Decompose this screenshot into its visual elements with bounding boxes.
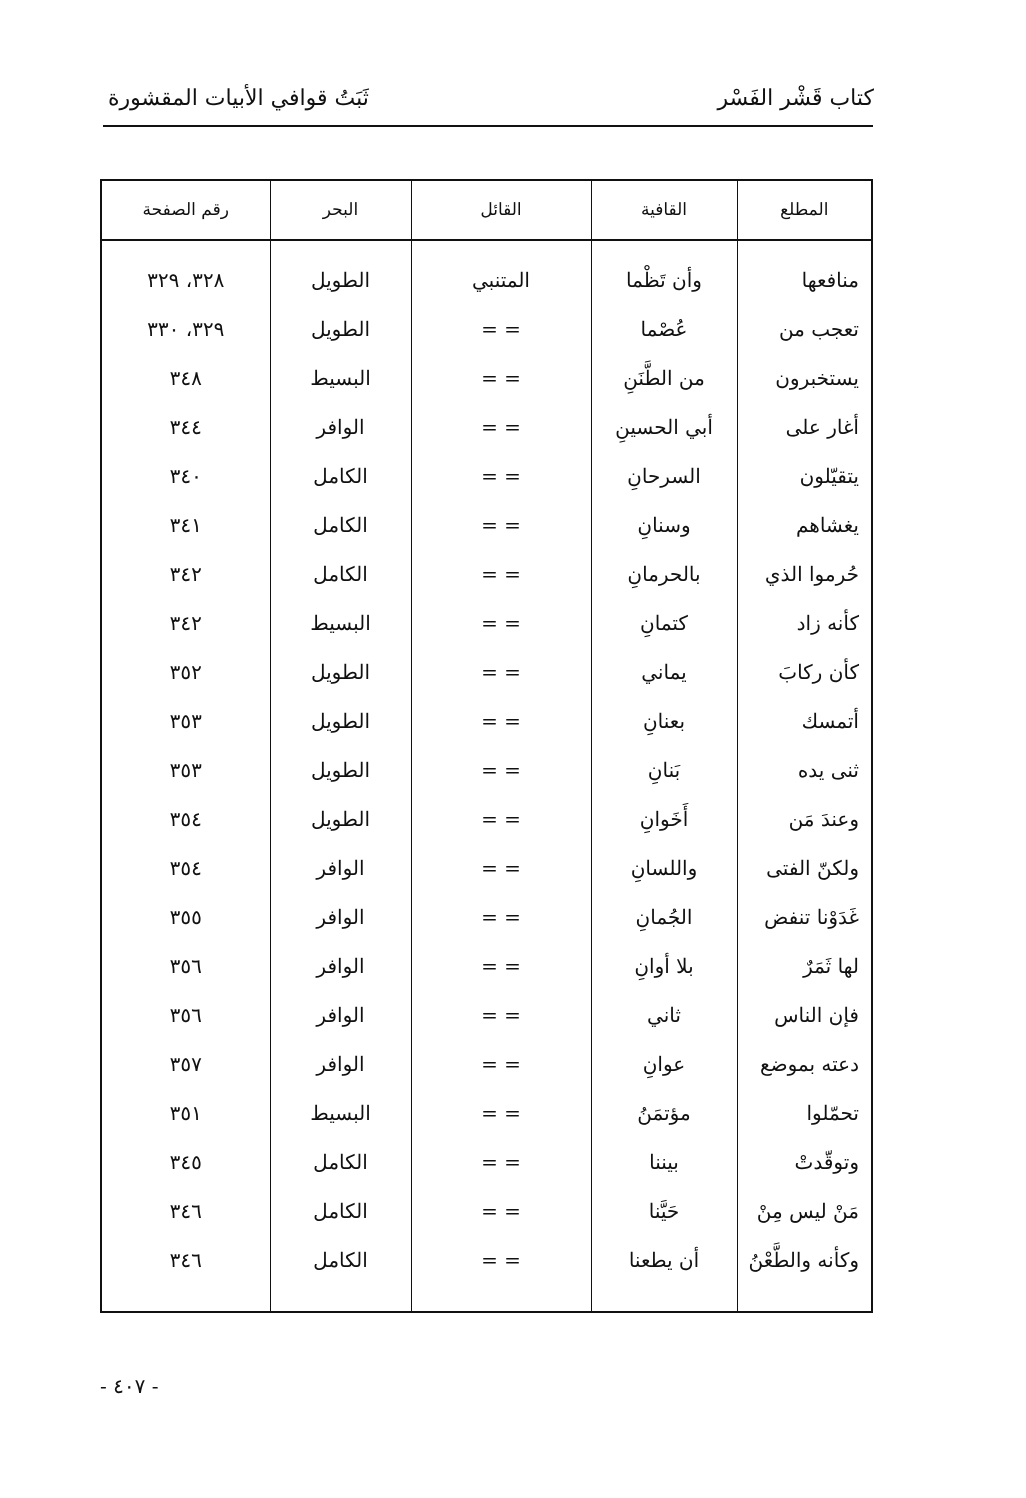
- cell-meter: الوافر: [270, 843, 411, 892]
- cell-poet: = =: [411, 1235, 591, 1284]
- cell-meter: الوافر: [270, 402, 411, 451]
- spacer-cell: [270, 1284, 411, 1312]
- cell-meter: الكامل: [270, 1186, 411, 1235]
- spacer-cell: [737, 1284, 872, 1312]
- column-header-page: رقم الصفحة: [101, 180, 270, 240]
- cell-page: ٣٥٣: [169, 757, 202, 782]
- cell-rhyme: واللسانِ: [591, 843, 737, 892]
- cell-rhyme: مؤتمَنُ: [591, 1088, 737, 1137]
- table-header-row: [101, 180, 872, 240]
- cell-opening: كأنه زاد: [737, 598, 872, 647]
- column-header-rhyme: القافية: [591, 180, 737, 240]
- column-header-opening: المطلع: [737, 180, 872, 240]
- cell-poet: = =: [411, 304, 591, 353]
- cell-rhyme: بالحرمانِ: [591, 549, 737, 598]
- cell-poet: = =: [411, 990, 591, 1039]
- cell-rhyme: أبي الحسينِ: [591, 402, 737, 451]
- page-number: - ٤٠٧ -: [100, 1374, 159, 1398]
- table-spacer-row: [101, 1284, 872, 1312]
- table-row: [101, 1186, 872, 1235]
- cell-meter: البسيط: [270, 598, 411, 647]
- table-body: [101, 240, 872, 1312]
- cell-page: ٣٥١: [169, 1100, 202, 1125]
- cell-page: ٣٤٦: [169, 1247, 202, 1272]
- cell-rhyme: عُصْما: [591, 304, 737, 353]
- cell-page: ٣٥٧: [169, 1051, 202, 1076]
- cell-poet: المتنبي: [411, 240, 591, 304]
- table-row: [101, 696, 872, 745]
- cell-meter: الوافر: [270, 990, 411, 1039]
- cell-opening: يتقيّلون: [737, 451, 872, 500]
- cell-poet: = =: [411, 1137, 591, 1186]
- cell-page: ٣٤٠: [169, 463, 202, 488]
- table-row: [101, 500, 872, 549]
- cell-meter: الوافر: [270, 1039, 411, 1088]
- table-row: [101, 990, 872, 1039]
- cell-poet: = =: [411, 500, 591, 549]
- cell-poet: = =: [411, 794, 591, 843]
- cell-page: ٣٢٩، ٣٣٠: [147, 316, 225, 341]
- cell-opening: وكأنه والطَّعْنُ: [737, 1235, 872, 1284]
- cell-meter: الكامل: [270, 500, 411, 549]
- cell-rhyme: حَيَّنا: [591, 1186, 737, 1235]
- cell-meter: الطويل: [270, 794, 411, 843]
- cell-opening: كأن ركابَ: [737, 647, 872, 696]
- cell-poet: = =: [411, 402, 591, 451]
- cell-opening: غَدَوْنا تنفض: [737, 892, 872, 941]
- cell-rhyme: ثاني: [591, 990, 737, 1039]
- header-divider: [103, 125, 873, 127]
- cell-poet: = =: [411, 353, 591, 402]
- cell-opening: وتوقّدتْ: [737, 1137, 872, 1186]
- cell-page: ٣٥٥: [169, 904, 202, 929]
- cell-opening: وعندَ مَن: [737, 794, 872, 843]
- cell-meter: الطويل: [270, 647, 411, 696]
- cell-opening: حُرموا الذي: [737, 549, 872, 598]
- cell-page: ٣٥٢: [169, 659, 202, 684]
- cell-rhyme: وأن تَظْما: [591, 240, 737, 304]
- cell-poet: = =: [411, 696, 591, 745]
- cell-page: ٣٤١: [169, 512, 202, 537]
- cell-poet: = =: [411, 1186, 591, 1235]
- cell-page: ٣٢٨، ٣٢٩: [147, 267, 225, 292]
- cell-rhyme: عوانِ: [591, 1039, 737, 1088]
- table-row: [101, 353, 872, 402]
- cell-meter: البسيط: [270, 1088, 411, 1137]
- cell-meter: الكامل: [270, 1137, 411, 1186]
- cell-page: ٣٥٤: [169, 806, 202, 831]
- table-row: [101, 304, 872, 353]
- table-row: [101, 647, 872, 696]
- cell-rhyme: كتمانِ: [591, 598, 737, 647]
- cell-meter: الطويل: [270, 696, 411, 745]
- spacer-cell: [411, 1284, 591, 1312]
- cell-poet: = =: [411, 941, 591, 990]
- table-row: [101, 843, 872, 892]
- cell-rhyme: بَنانِ: [591, 745, 737, 794]
- cell-opening: تعجب من: [737, 304, 872, 353]
- table-row: [101, 892, 872, 941]
- table-row: [101, 549, 872, 598]
- cell-meter: الطويل: [270, 304, 411, 353]
- running-header-section-title: ثَبَتُ قوافي الأبيات المقشورة: [108, 86, 369, 111]
- table-row: [101, 745, 872, 794]
- cell-rhyme: بعنانِ: [591, 696, 737, 745]
- cell-poet: = =: [411, 745, 591, 794]
- cell-poet: = =: [411, 843, 591, 892]
- cell-meter: الطويل: [270, 240, 411, 304]
- table-row: [101, 1088, 872, 1137]
- cell-opening: أتمسك: [737, 696, 872, 745]
- cell-meter: الوافر: [270, 941, 411, 990]
- cell-poet: = =: [411, 549, 591, 598]
- cell-poet: = =: [411, 451, 591, 500]
- spacer-cell: [101, 1284, 270, 1312]
- cell-poet: = =: [411, 598, 591, 647]
- cell-poet: = =: [411, 1088, 591, 1137]
- cell-opening: تحمّلوا: [737, 1088, 872, 1137]
- cell-meter: الكامل: [270, 549, 411, 598]
- cell-rhyme: أَخَوانِ: [591, 794, 737, 843]
- cell-page: ٣٤٢: [169, 561, 202, 586]
- cell-page: ٣٥٤: [169, 855, 202, 880]
- table-row: [101, 1039, 872, 1088]
- cell-opening: يستخبرون: [737, 353, 872, 402]
- column-header-meter: البحر: [270, 180, 411, 240]
- cell-page: ٣٥٣: [169, 708, 202, 733]
- cell-rhyme: السرحانِ: [591, 451, 737, 500]
- table-row: [101, 598, 872, 647]
- cell-meter: الكامل: [270, 451, 411, 500]
- cell-page: ٣٤٤: [169, 414, 202, 439]
- cell-page: ٣٥٦: [169, 1002, 202, 1027]
- cell-opening: مَنْ ليس مِنْ: [737, 1186, 872, 1235]
- cell-meter: الوافر: [270, 892, 411, 941]
- cell-page: ٣٤٨: [169, 365, 202, 390]
- cell-opening: ولكنّ الفتى: [737, 843, 872, 892]
- cell-poet: = =: [411, 647, 591, 696]
- cell-opening: فإن الناس: [737, 990, 872, 1039]
- table-row: [101, 402, 872, 451]
- cell-opening: يغشاهم: [737, 500, 872, 549]
- table-row: [101, 794, 872, 843]
- cell-rhyme: وسنانِ: [591, 500, 737, 549]
- column-header-poet: القائل: [411, 180, 591, 240]
- cell-rhyme: من الطَّنَنِ: [591, 353, 737, 402]
- cell-meter: البسيط: [270, 353, 411, 402]
- cell-rhyme: يماني: [591, 647, 737, 696]
- cell-meter: الكامل: [270, 1235, 411, 1284]
- table-row: [101, 451, 872, 500]
- cell-page: ٣٥٦: [169, 953, 202, 978]
- table-row: [101, 1137, 872, 1186]
- running-header-book-title: كتاب قَشْر الفَسْر: [717, 86, 874, 111]
- cell-rhyme: أن يطعنا: [591, 1235, 737, 1284]
- rhymes-index-table: [100, 179, 873, 1313]
- cell-page: ٣٤٥: [169, 1149, 202, 1174]
- cell-poet: = =: [411, 1039, 591, 1088]
- cell-opening: منافعها: [737, 240, 872, 304]
- cell-opening: لها ثَمَرٌ: [737, 941, 872, 990]
- cell-rhyme: بيننا: [591, 1137, 737, 1186]
- cell-page: ٣٤٢: [169, 610, 202, 635]
- table-row: [101, 941, 872, 990]
- cell-page: ٣٤٦: [169, 1198, 202, 1223]
- table-row: [101, 240, 872, 304]
- cell-rhyme: بلا أوانِ: [591, 941, 737, 990]
- table-row: [101, 1235, 872, 1284]
- cell-opening: دعته بموضع: [737, 1039, 872, 1088]
- cell-meter: الطويل: [270, 745, 411, 794]
- cell-poet: = =: [411, 892, 591, 941]
- cell-rhyme: الجُمانِ: [591, 892, 737, 941]
- cell-opening: ثنى يده: [737, 745, 872, 794]
- spacer-cell: [591, 1284, 737, 1312]
- cell-opening: أغار على: [737, 402, 872, 451]
